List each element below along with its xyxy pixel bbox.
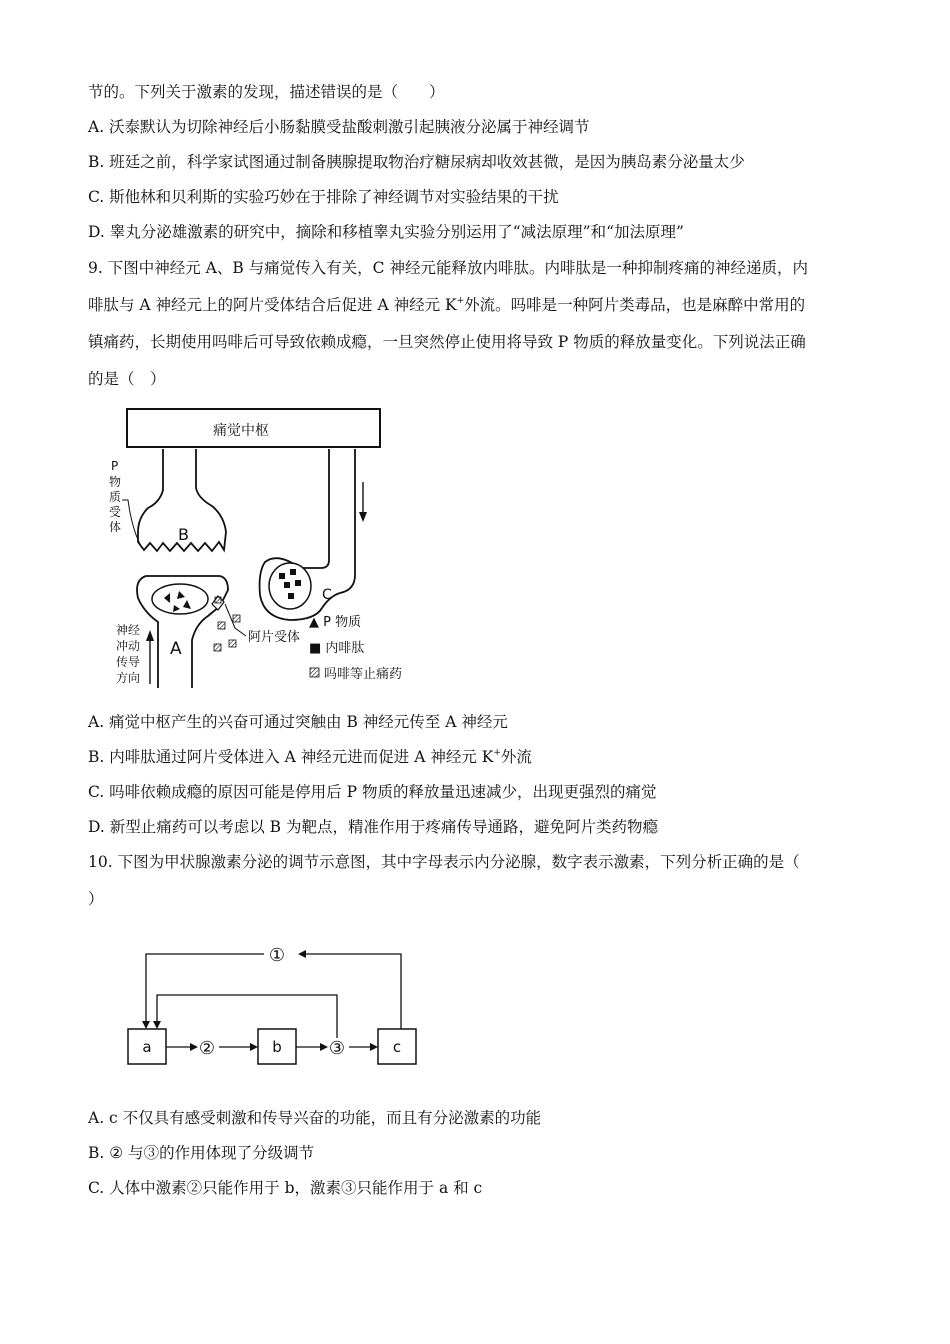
q8-option-b: B. 班廷之前，科学家试图通过制备胰腺提取物治疗糖尿病却收效甚微，是因为胰岛素分泌量太少 <box>88 153 745 171</box>
q9-stem-line4: 的是（ ） <box>88 370 166 388</box>
hormone-1: ① <box>268 945 286 966</box>
morphine-mark <box>218 622 225 629</box>
impulse-char-3: 方向 <box>116 671 141 685</box>
impulse-char-1: 冲动 <box>116 639 141 653</box>
opioid-receptor-label: 阿片受体 <box>248 630 301 645</box>
feedback-h3-to-a <box>157 995 337 1038</box>
neuron-a-vesicle <box>152 584 208 614</box>
arrow-head <box>298 950 306 958</box>
q10-stem-line2: ） <box>88 890 104 908</box>
signal-arrow-head <box>359 512 367 522</box>
q9-option-c: C. 吗啡依赖成瘾的原因可能是停用后 P 物质的释放量迅速减少，出现更强烈的痛觉 <box>88 783 657 801</box>
legend-endorphin: ■ 内啡肽 <box>309 641 365 656</box>
endorphin-mark <box>290 569 296 575</box>
legend-p-substance: ▲ P 物质 <box>309 615 362 630</box>
q8-stem-tail: 节的。下列关于激素的发现，描述错误的是（ ） <box>88 83 445 101</box>
p-receptor-char-2: 质 <box>109 490 122 504</box>
feedback-c-to-h1 <box>304 954 401 1029</box>
impulse-arrow-head <box>146 630 154 641</box>
legend-morphine-swatch <box>310 668 319 677</box>
p-receptor-char-3: 受 <box>109 505 122 519</box>
endorphin-mark <box>284 582 290 588</box>
q10-option-b: B. ② 与③的作用体现了分级调节 <box>88 1144 315 1162</box>
arrow-head <box>153 1021 161 1029</box>
h1-to-a <box>146 954 264 1023</box>
q9-stem-line3: 镇痛药，长期使用吗啡后可导致依赖成瘾，一旦突然停止使用将导致 P 物质的释放量变化。下列说法正确 <box>88 333 806 351</box>
legend-morphine: 吗啡等止痛药 <box>324 667 403 682</box>
q9-stem-line2: 啡肽与 A 神经元上的阿片受体结合后促进 A 神经元 K+外流。吗啡是一种阿片类毒品，也是麻醉中常用的 <box>88 295 806 314</box>
neuron-c-label: C <box>322 587 332 603</box>
p-receptor-char-1: 物 <box>109 475 122 489</box>
arrow-head <box>250 1043 258 1051</box>
morphine-mark <box>233 615 240 622</box>
thyroid-regulation-figure <box>120 935 430 1075</box>
box-b-label: b <box>272 1038 282 1056</box>
impulse-char-2: 传导 <box>116 655 141 669</box>
q9-option-a: A. 痛觉中枢产生的兴奋可通过突触由 B 神经元传至 A 神经元 <box>88 713 508 731</box>
q9-stem-line1: 9. 下图中神经元 A、B 与痛觉传入有关，C 神经元能释放内啡肽。内啡肽是一种抑制疼痛的神经递质，内 <box>88 259 808 277</box>
pain-center-label: 痛觉中枢 <box>213 423 269 439</box>
hormone-3: ③ <box>328 1038 346 1059</box>
arrow-head <box>320 1043 328 1051</box>
arrow-head <box>370 1043 378 1051</box>
neuron-c-axon <box>300 449 329 568</box>
p-receptor-char-0: P <box>111 459 119 473</box>
endorphin-mark <box>288 593 294 599</box>
q9-option-b: B. 内啡肽通过阿片受体进入 A 神经元进而促进 A 神经元 K+外流 <box>88 747 532 766</box>
neuron-c-axon-outer <box>340 449 355 593</box>
arrow-head <box>190 1043 198 1051</box>
box-a-label: a <box>142 1038 152 1056</box>
q8-option-a: A. 沃泰默认为切除神经后小肠黏膜受盐酸刺激引起胰液分泌属于神经调节 <box>88 118 590 136</box>
morphine-mark <box>214 644 221 651</box>
q10-option-c: C. 人体中激素②只能作用于 b，激素③只能作用于 a 和 c <box>88 1179 483 1197</box>
arrow-head <box>142 1021 150 1029</box>
q9-option-d: D. 新型止痛药可以考虑以 B 为靶点，精准作用于疼痛传导通路，避免阿片类药物瘾 <box>88 818 658 836</box>
morphine-mark <box>215 597 221 603</box>
endorphin-mark <box>279 573 285 579</box>
morphine-mark <box>229 640 236 647</box>
neuron-a-label: A <box>170 639 182 659</box>
q8-option-d: D. 睾丸分泌雄激素的研究中，摘除和移植睾丸实验分别运用了“减法原理”和“加法原理” <box>88 223 684 241</box>
q8-option-c: C. 斯他林和贝利斯的实验巧妙在于排除了神经调节对实验结果的干扰 <box>88 188 559 206</box>
impulse-char-0: 神经 <box>116 623 141 637</box>
neuron-synapse-figure <box>100 400 420 695</box>
q10-stem-line1: 10. 下图为甲状腺激素分泌的调节示意图，其中字母表示内分泌腺，数字表示激素，下列分析正确的是（ <box>88 853 800 871</box>
q10-option-a: A. c 不仅具有感受刺激和传导兴奋的功能，而且有分泌激素的功能 <box>88 1109 542 1127</box>
box-c-label: c <box>392 1038 402 1056</box>
hormone-2: ② <box>198 1038 216 1059</box>
p-receptor-char-4: 体 <box>109 520 122 534</box>
neuron-b-label: B <box>178 525 189 544</box>
endorphin-mark <box>295 580 301 586</box>
